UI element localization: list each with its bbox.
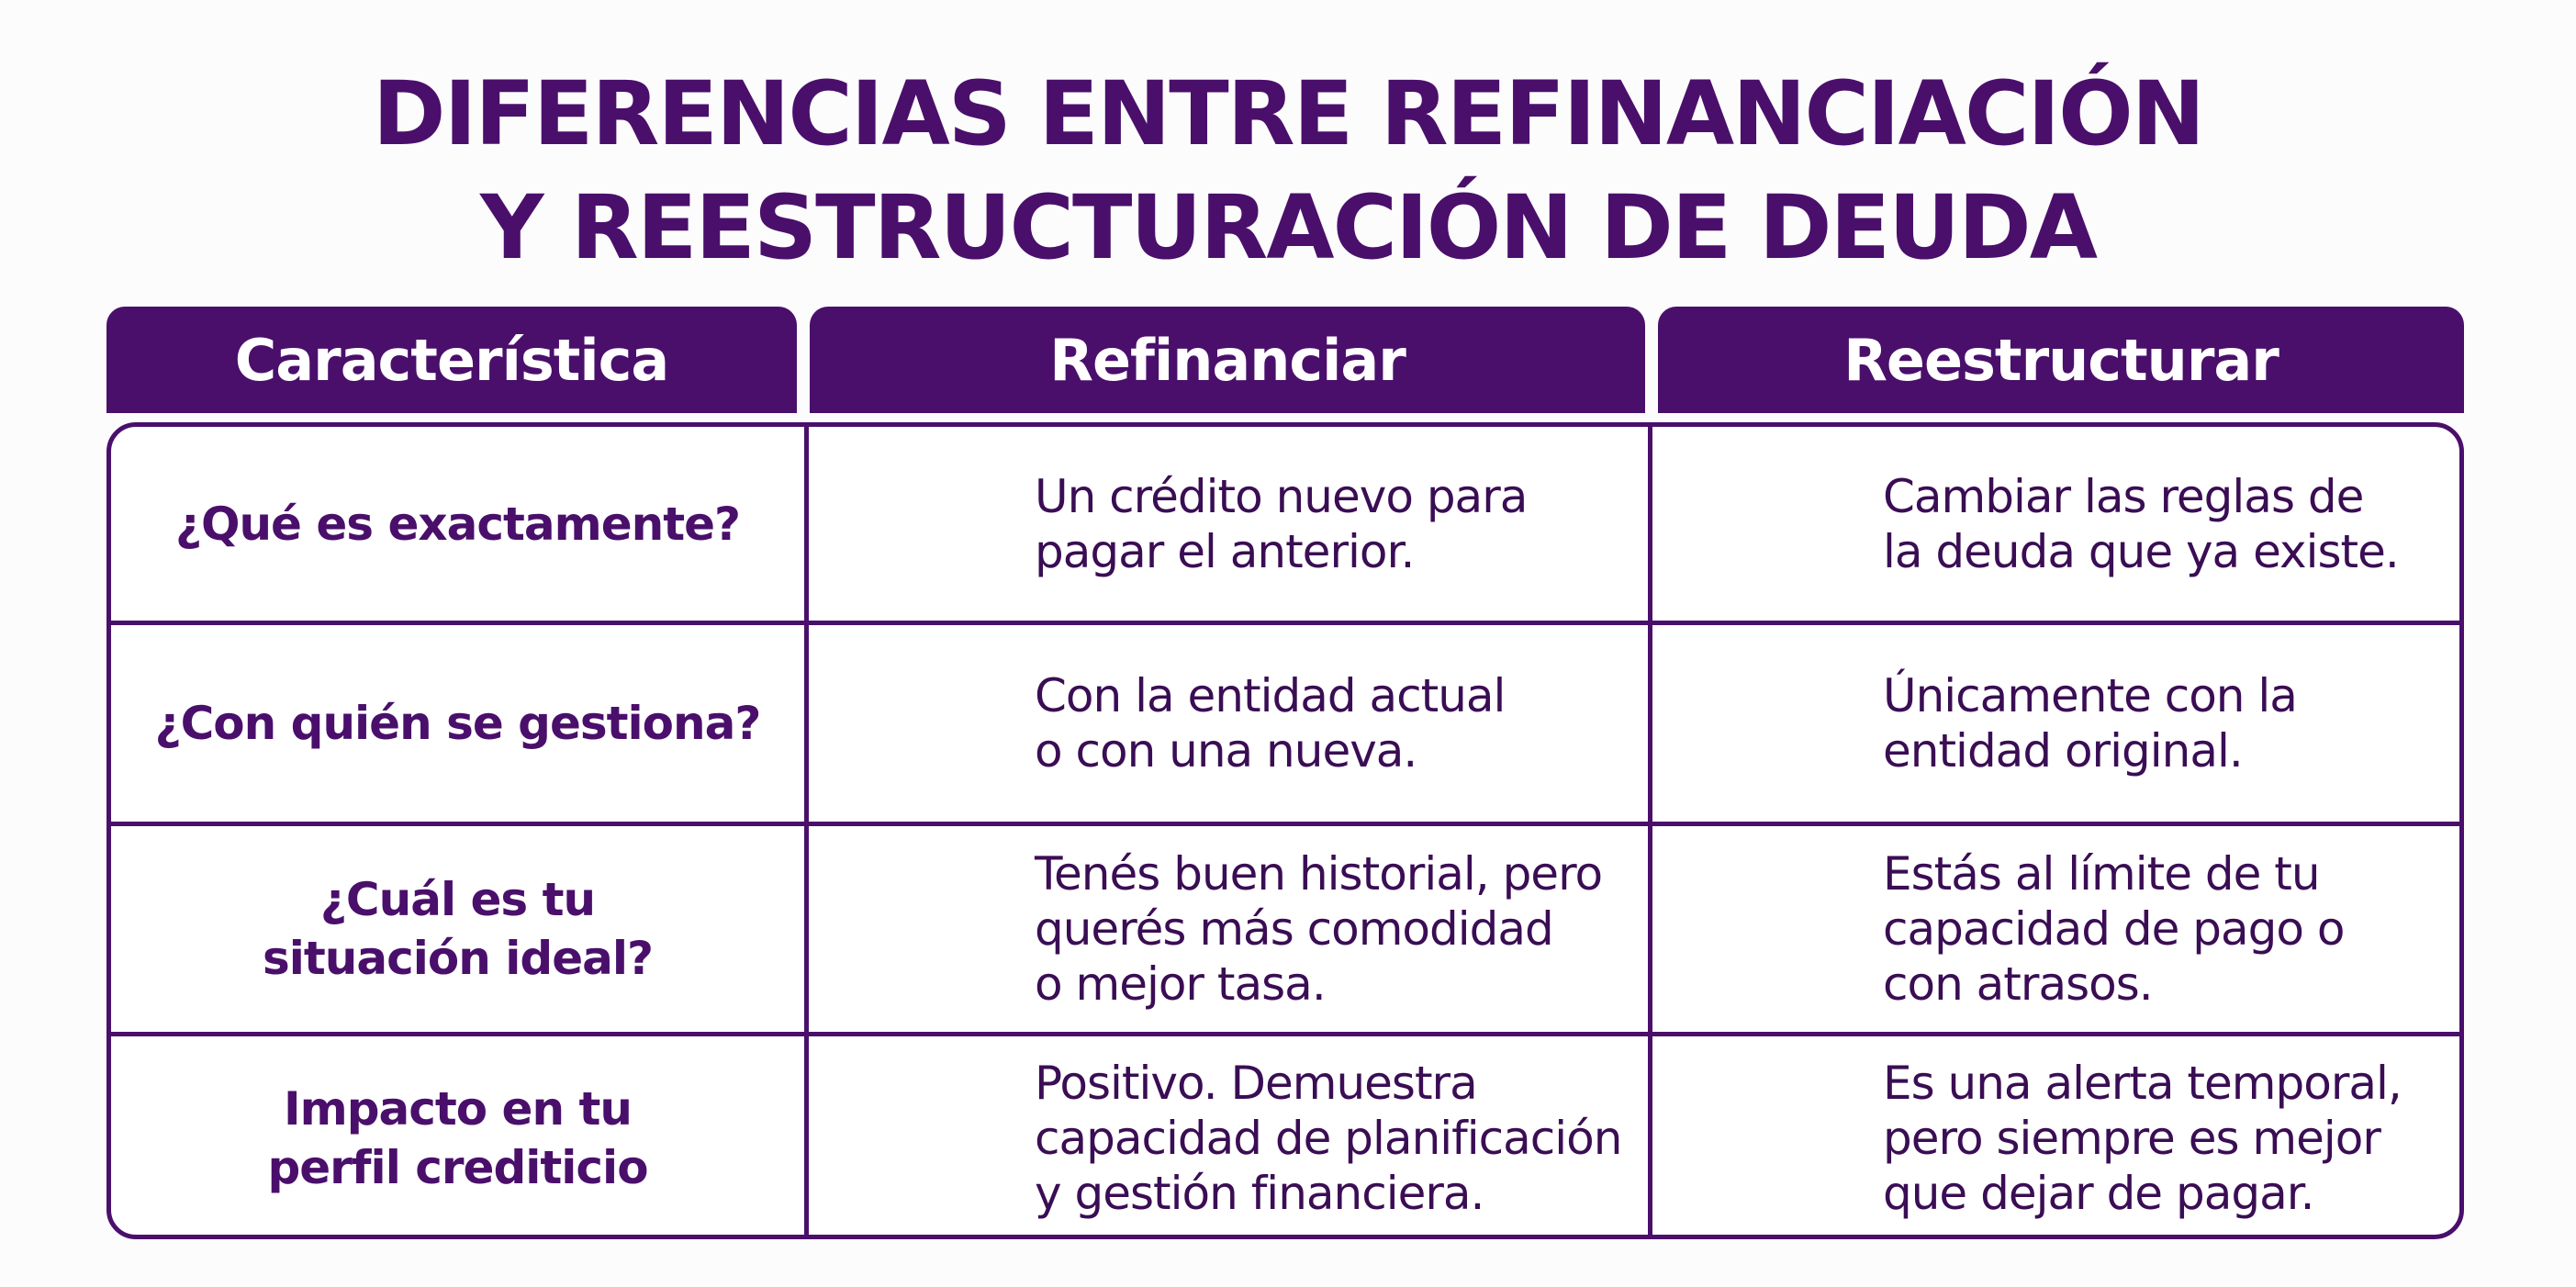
title-line-2: Y REESTRUCTURACIÓN DE DEUDA <box>479 176 2097 279</box>
reestructurar-cell <box>1883 427 2452 621</box>
column-divider <box>1648 427 1652 1235</box>
reestructurar-cell <box>1883 826 2452 1032</box>
refinanciar-cell <box>1035 427 1645 621</box>
column-header-refinanciar: Refinanciar <box>810 307 1645 413</box>
cell-text: entidad original. <box>1883 724 2243 778</box>
cell-text: Con la entidad actual <box>1035 669 1506 722</box>
page-title <box>0 57 2576 285</box>
feature-text: perfil crediticio <box>267 1140 648 1194</box>
cell-text: Un crédito nuevo para <box>1035 469 1528 523</box>
cell-text: Estás al límite de tu <box>1883 847 2320 901</box>
refinanciar-cell <box>1035 1036 1645 1239</box>
cell-text: que dejar de pagar. <box>1883 1166 2314 1220</box>
column-divider <box>804 427 809 1235</box>
cell-text: la deuda que ya existe. <box>1883 524 2399 578</box>
column-header-caracteristica: Característica <box>106 307 797 413</box>
cell-text: pagar el anterior. <box>1035 524 1415 578</box>
cell-text: Cambiar las reglas de <box>1883 469 2364 523</box>
feature-text: ¿Con quién se gestiona? <box>154 697 761 750</box>
title-line-1: DIFERENCIAS ENTRE REFINANCIACIÓN <box>372 62 2204 165</box>
cell-text: querés más comodidad <box>1035 902 1553 956</box>
feature-cell <box>111 427 804 621</box>
cell-text: o con una nueva. <box>1035 724 1417 778</box>
feature-text: ¿Qué es exactamente? <box>174 497 741 551</box>
cell-text: Tenés buen historial, pero <box>1035 847 1603 901</box>
reestructurar-cell <box>1883 1036 2452 1239</box>
column-header-reestructurar: Reestructurar <box>1658 307 2464 413</box>
cell-text: o mejor tasa. <box>1035 957 1326 1011</box>
cell-text: capacidad de planificación <box>1035 1111 1622 1165</box>
cell-text: Positivo. Demuestra <box>1035 1056 1477 1110</box>
cell-text: Es una alerta temporal, <box>1883 1056 2402 1110</box>
reestructurar-cell <box>1883 625 2452 822</box>
feature-text: Impacto en tu <box>284 1081 632 1136</box>
cell-text: con atrasos. <box>1883 957 2153 1011</box>
comparison-table <box>106 422 2464 1239</box>
refinanciar-cell <box>1035 625 1645 822</box>
feature-cell <box>111 625 804 822</box>
cell-text: y gestión financiera. <box>1035 1166 1484 1220</box>
cell-text: capacidad de pago o <box>1883 902 2345 956</box>
feature-text: ¿Cuál es tu <box>319 873 596 926</box>
cell-text: Únicamente con la <box>1883 669 2297 722</box>
cell-text: pero siempre es mejor <box>1883 1111 2380 1165</box>
feature-text: situación ideal? <box>263 932 653 985</box>
feature-cell <box>111 826 804 1032</box>
refinanciar-cell <box>1035 826 1645 1032</box>
feature-cell <box>111 1036 804 1239</box>
